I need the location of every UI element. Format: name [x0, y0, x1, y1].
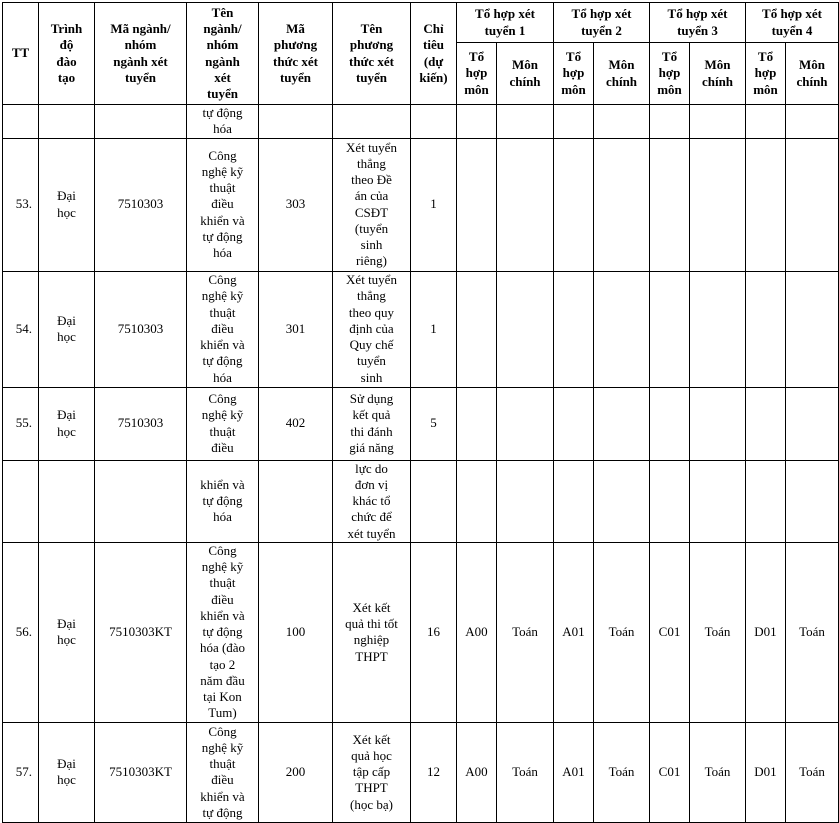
- cell-ma-nganh: 7510303: [95, 271, 187, 387]
- cell-mon-chinh: [497, 105, 554, 139]
- cell-mon-chinh: Toán: [497, 542, 554, 722]
- cell-chi-tieu: [411, 105, 457, 139]
- cell-chi-tieu: 5: [411, 387, 457, 460]
- cell-trinh-do: [39, 105, 95, 139]
- cell-to-hop-mon: [746, 460, 786, 542]
- cell-mon-chinh: [594, 460, 650, 542]
- cell-to-hop-mon: [457, 460, 497, 542]
- cell-ten-phuong-thuc: Xét kết quả học tập cấp THPT (học bạ): [333, 722, 411, 822]
- cell-ten-nganh: khiển và tự động hóa: [187, 460, 259, 542]
- cell-ma-nganh: [95, 460, 187, 542]
- cell-chi-tieu: 1: [411, 138, 457, 271]
- cell-trinh-do: Đại học: [39, 271, 95, 387]
- header-chi-tieu: Chỉ tiêu (dự kiến): [411, 3, 457, 105]
- cell-to-hop-mon: [650, 271, 690, 387]
- cell-mon-chinh: [497, 387, 554, 460]
- cell-to-hop-mon: C01: [650, 722, 690, 822]
- header-ten-nganh: Tên ngành/ nhóm ngành xét tuyển: [187, 3, 259, 105]
- cell-mon-chinh: Toán: [786, 542, 839, 722]
- cell-mon-chinh: Toán: [594, 722, 650, 822]
- cell-chi-tieu: 1: [411, 271, 457, 387]
- cell-mon-chinh: [786, 271, 839, 387]
- header-tt: TT: [3, 3, 39, 105]
- cell-ten-nganh: Công nghệ kỹ thuật điều khiển và tự động hóa: [187, 138, 259, 271]
- cell-chi-tieu: 12: [411, 722, 457, 822]
- cell-to-hop-mon: [746, 138, 786, 271]
- cell-mon-chinh: [690, 460, 746, 542]
- cell-mon-chinh: [594, 138, 650, 271]
- cell-ten-phuong-thuc: lực do đơn vị khác tổ chức để xét tuyển: [333, 460, 411, 542]
- cell-trinh-do: Đại học: [39, 138, 95, 271]
- cell-ma-phuong-thuc: 100: [259, 542, 333, 722]
- cell-ten-nganh: Công nghệ kỹ thuật điều: [187, 387, 259, 460]
- table-row: [3, 542, 839, 722]
- cell-tt: 55.: [3, 387, 39, 460]
- cell-trinh-do: Đại học: [39, 387, 95, 460]
- cell-to-hop-mon: A00: [457, 542, 497, 722]
- cell-tt: 54.: [3, 271, 39, 387]
- subheader-to-hop-mon: Tổ hợp môn: [554, 43, 594, 105]
- table-row: [3, 138, 839, 271]
- cell-mon-chinh: Toán: [497, 722, 554, 822]
- cell-to-hop-mon: A00: [457, 722, 497, 822]
- cell-mon-chinh: Toán: [690, 542, 746, 722]
- header-to-hop-3: Tổ hợp xét tuyển 3: [650, 3, 746, 43]
- cell-to-hop-mon: [746, 105, 786, 139]
- cell-to-hop-mon: [457, 387, 497, 460]
- subheader-to-hop-mon: Tổ hợp môn: [650, 43, 690, 105]
- cell-tt: 56.: [3, 542, 39, 722]
- cell-to-hop-mon: D01: [746, 722, 786, 822]
- header-to-hop-1: Tổ hợp xét tuyển 1: [457, 3, 554, 43]
- cell-trinh-do: Đại học: [39, 722, 95, 822]
- cell-mon-chinh: [594, 271, 650, 387]
- cell-ma-nganh: 7510303: [95, 387, 187, 460]
- cell-mon-chinh: [786, 138, 839, 271]
- cell-mon-chinh: Toán: [690, 722, 746, 822]
- subheader-mon-chinh: Môn chính: [690, 43, 746, 105]
- cell-to-hop-mon: [554, 271, 594, 387]
- cell-ten-phuong-thuc: Sử dụng kết quả thi đánh giá năng: [333, 387, 411, 460]
- cell-to-hop-mon: [457, 105, 497, 139]
- cell-mon-chinh: [786, 387, 839, 460]
- cell-ten-phuong-thuc: Xét tuyển thẳng theo Đề án của CSĐT (tuyển sinh riêng): [333, 138, 411, 271]
- header-trinh-do: Trình độ đào tạo: [39, 3, 95, 105]
- cell-to-hop-mon: [746, 387, 786, 460]
- cell-mon-chinh: [594, 105, 650, 139]
- subheader-to-hop-mon: Tổ hợp môn: [457, 43, 497, 105]
- cell-mon-chinh: [497, 271, 554, 387]
- cell-to-hop-mon: [457, 138, 497, 271]
- subheader-mon-chinh: Môn chính: [786, 43, 839, 105]
- cell-mon-chinh: [786, 105, 839, 139]
- cell-mon-chinh: [690, 271, 746, 387]
- cell-ma-phuong-thuc: 301: [259, 271, 333, 387]
- cell-mon-chinh: [786, 460, 839, 542]
- table-row: [3, 105, 839, 139]
- cell-trinh-do: Đại học: [39, 542, 95, 722]
- cell-mon-chinh: Toán: [594, 542, 650, 722]
- cell-ten-phuong-thuc: [333, 105, 411, 139]
- header-ma-nganh: Mã ngành/ nhóm ngành xét tuyển: [95, 3, 187, 105]
- cell-to-hop-mon: D01: [746, 542, 786, 722]
- cell-to-hop-mon: [650, 105, 690, 139]
- cell-to-hop-mon: [746, 271, 786, 387]
- header-ten-phuong-thuc: Tên phương thức xét tuyển: [333, 3, 411, 105]
- cell-ten-phuong-thuc: Xét tuyển thẳng theo quy định của Quy chế tuyển sinh: [333, 271, 411, 387]
- cell-mon-chinh: Toán: [786, 722, 839, 822]
- cell-chi-tieu: 16: [411, 542, 457, 722]
- cell-ma-nganh: 7510303KT: [95, 722, 187, 822]
- header-ma-phuong-thuc: Mã phương thức xét tuyển: [259, 3, 333, 105]
- cell-ma-phuong-thuc: 303: [259, 138, 333, 271]
- cell-to-hop-mon: [554, 138, 594, 271]
- subheader-to-hop-mon: Tổ hợp môn: [746, 43, 786, 105]
- cell-to-hop-mon: A01: [554, 542, 594, 722]
- header-to-hop-4: Tổ hợp xét tuyển 4: [746, 3, 839, 43]
- cell-ma-phuong-thuc: [259, 460, 333, 542]
- cell-to-hop-mon: [554, 460, 594, 542]
- table-row: [3, 722, 839, 822]
- cell-mon-chinh: [594, 387, 650, 460]
- cell-tt: 57.: [3, 722, 39, 822]
- table-row: [3, 387, 839, 460]
- cell-tt: 53.: [3, 138, 39, 271]
- cell-to-hop-mon: [650, 138, 690, 271]
- cell-to-hop-mon: A01: [554, 722, 594, 822]
- cell-to-hop-mon: [554, 105, 594, 139]
- cell-mon-chinh: [690, 138, 746, 271]
- cell-mon-chinh: [690, 105, 746, 139]
- cell-ma-phuong-thuc: [259, 105, 333, 139]
- cell-tt: [3, 105, 39, 139]
- cell-mon-chinh: [497, 138, 554, 271]
- cell-trinh-do: [39, 460, 95, 542]
- cell-to-hop-mon: [650, 460, 690, 542]
- subheader-mon-chinh: Môn chính: [497, 43, 554, 105]
- cell-ten-nganh: Công nghệ kỹ thuật điều khiển và tự động: [187, 722, 259, 822]
- cell-tt: [3, 460, 39, 542]
- cell-ten-nganh: tự động hóa: [187, 105, 259, 139]
- cell-to-hop-mon: [457, 271, 497, 387]
- cell-ma-nganh: [95, 105, 187, 139]
- table-row: [3, 271, 839, 387]
- cell-chi-tieu: [411, 460, 457, 542]
- cell-mon-chinh: [690, 387, 746, 460]
- cell-ten-nganh: Công nghệ kỹ thuật điều khiển và tự động hóa (đào tạo 2 năm đầu tại Kon Tum): [187, 542, 259, 722]
- cell-ma-phuong-thuc: 200: [259, 722, 333, 822]
- cell-ten-nganh: Công nghệ kỹ thuật điều khiển và tự động hóa: [187, 271, 259, 387]
- subheader-mon-chinh: Môn chính: [594, 43, 650, 105]
- cell-to-hop-mon: C01: [650, 542, 690, 722]
- cell-ma-phuong-thuc: 402: [259, 387, 333, 460]
- cell-ten-phuong-thuc: Xét kết quả thi tốt nghiệp THPT: [333, 542, 411, 722]
- cell-ma-nganh: 7510303: [95, 138, 187, 271]
- header-to-hop-2: Tổ hợp xét tuyển 2: [554, 3, 650, 43]
- cell-to-hop-mon: [650, 387, 690, 460]
- cell-ma-nganh: 7510303KT: [95, 542, 187, 722]
- admission-table: [2, 2, 839, 823]
- table-body: [3, 105, 839, 823]
- cell-mon-chinh: [497, 460, 554, 542]
- cell-to-hop-mon: [554, 387, 594, 460]
- table-row: [3, 460, 839, 542]
